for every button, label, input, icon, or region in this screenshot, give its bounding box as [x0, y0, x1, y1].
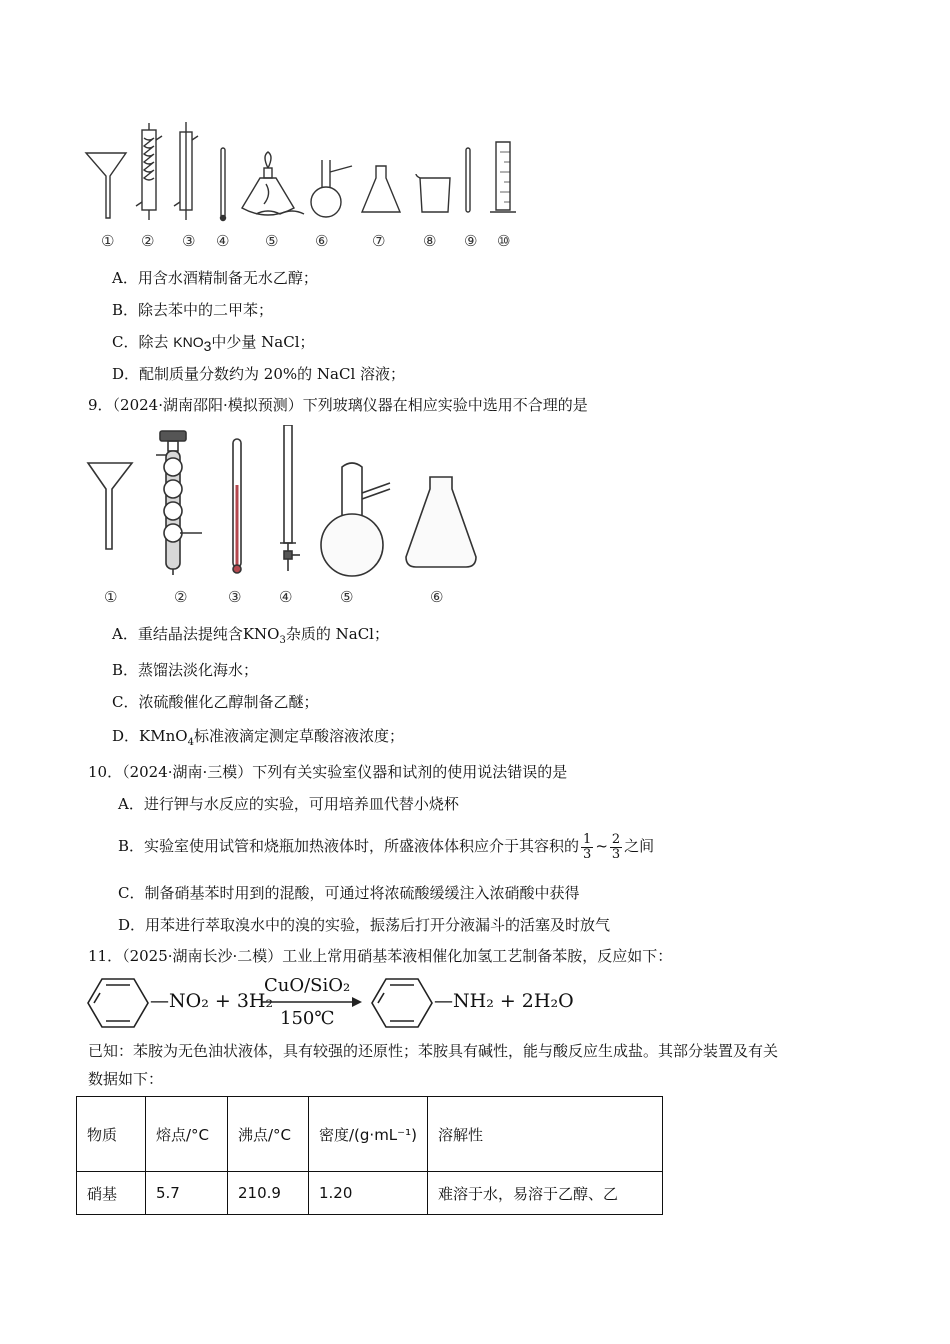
- properties-table: [76, 1096, 663, 1215]
- q9-option-a: A．重结晶法提纯含$KNO_3$杂质的 NaCl；: [112, 625, 389, 646]
- thermometer-drawing: [233, 439, 241, 573]
- table-cell: 硝基: [77, 1172, 146, 1215]
- table-header-cell: 溶解性: [428, 1097, 663, 1172]
- table-cell: 难溶于水，易溶于乙醇、乙: [428, 1172, 663, 1215]
- table-cell: 1.20: [309, 1172, 428, 1215]
- q11-known-line1: 已知：苯胺为无色油状液体，具有较强的还原性；苯胺具有碱性，能与酸反应生成盐。其部分装置及有关: [88, 1042, 779, 1060]
- fig2-label: ①: [104, 588, 118, 606]
- allihn-condenser-drawing: [136, 123, 162, 220]
- equation-reactants: —NO₂ + 3H₂: [150, 990, 274, 1012]
- q10-option-d: D．用苯进行萃取溴水中的溴的实验，振荡后打开分液漏斗的活塞及时放气: [118, 916, 611, 934]
- beaker-drawing: [416, 174, 450, 212]
- table-header-cell: 沸点/°C: [228, 1097, 309, 1172]
- fig1-label: ⑦: [372, 232, 386, 250]
- table-row: [77, 1172, 663, 1215]
- reaction-arrow: [260, 996, 364, 1008]
- table-header-cell: 熔点/°C: [146, 1097, 228, 1172]
- funnel-drawing: [88, 463, 132, 549]
- distillation-flask-drawing: [311, 160, 352, 217]
- q10-option-c: C．制备硝基苯时用到的混酸，可通过将浓硫酸缓缓注入浓硝酸中获得: [118, 884, 580, 902]
- graduated-cylinder-drawing: [490, 142, 516, 212]
- q8-option-b: B．除去苯中的二甲苯；: [112, 301, 274, 319]
- fig2-label: ④: [279, 588, 293, 606]
- fig1-label: ②: [141, 232, 155, 250]
- conical-flask-drawing: [406, 477, 476, 567]
- q8-option-c: C．除去 $KNO_3$中少量 NaCl；: [112, 333, 315, 354]
- q9-option-c: C．浓硫酸催化乙醇制备乙醚；: [112, 693, 319, 711]
- fig1-label: ⑥: [315, 232, 329, 250]
- benzene-ring-right: [370, 975, 434, 1031]
- benzene-ring-left: [86, 975, 150, 1031]
- fig2-label: ⑤: [340, 588, 354, 606]
- glass-rod-drawing: [466, 148, 470, 212]
- funnel-drawing: [86, 153, 126, 218]
- fig1-label: ⑧: [423, 232, 437, 250]
- q9-option-b: B．蒸馏法淡化海水；: [112, 661, 259, 679]
- q8-option-a: A．用含水酒精制备无水乙醇；: [112, 269, 318, 287]
- q11-stem: 11．（2025·湖南长沙·二模）工业上常用硝基苯液相催化加氢工艺制备苯胺，反应如下：: [88, 947, 673, 965]
- q10-option-b: B．实验室使用试管和烧瓶加热液体时，所盛液体体积应介于其容积的 $\frac{1}{3}$ ~ $\frac{2}{3}$ 之间: [118, 831, 655, 862]
- thermometer-drawing: [221, 148, 226, 221]
- table-header-cell: 密度/(g·mL⁻¹): [309, 1097, 428, 1172]
- fig1-label: ⑩: [497, 232, 511, 250]
- q11-known-line2: 数据如下：: [88, 1070, 164, 1088]
- q10-stem: 10．（2024·湖南·三模）下列有关实验室仪器和试剂的使用说法错误的是: [88, 763, 568, 781]
- q10-option-a: A．进行钾与水反应的实验，可用培养皿代替小烧杯: [118, 795, 459, 813]
- equation-catalyst: CuO/SiO₂: [264, 975, 351, 996]
- fraction-one-third: $\frac{1}{3}$: [583, 831, 592, 862]
- equation-condition: 150℃: [280, 1008, 335, 1029]
- fig2-label: ②: [174, 588, 188, 606]
- distillation-flask-drawing: [321, 463, 390, 576]
- table-cell: 5.7: [146, 1172, 228, 1215]
- fig1-label: ①: [101, 232, 115, 250]
- fig1-label: ⑨: [464, 232, 478, 250]
- fig1-label: ⑤: [265, 232, 279, 250]
- fraction-two-thirds: $\frac{2}{3}$: [611, 831, 621, 862]
- conical-flask-drawing: [362, 166, 400, 212]
- q8-option-d: D．配制质量分数约为 20%的 NaCl 溶液；: [112, 365, 406, 383]
- q9-stem: 9．（2024·湖南邵阳·模拟预测）下列玻璃仪器在相应实验中选用不合理的是: [88, 396, 588, 414]
- fig2-label: ⑥: [430, 588, 444, 606]
- apparatus-figure-2: [80, 425, 500, 580]
- fig1-label: ③: [182, 232, 196, 250]
- q9-option-d: D．KMnO$_4$标准液滴定测定草酸溶液浓度；: [112, 727, 404, 748]
- straight-condenser-drawing: [174, 122, 198, 220]
- burette-drawing: [280, 425, 300, 571]
- equation-products: —NH₂ + 2H₂O: [434, 990, 574, 1012]
- table-header-cell: 物质: [77, 1097, 146, 1172]
- table-cell: 210.9: [228, 1172, 309, 1215]
- table-header-row: [77, 1097, 663, 1172]
- alcohol-lamp-drawing: [242, 152, 304, 215]
- fig1-label: ④: [216, 232, 230, 250]
- fig2-label: ③: [228, 588, 242, 606]
- bulb-condenser-drawing: [156, 431, 202, 575]
